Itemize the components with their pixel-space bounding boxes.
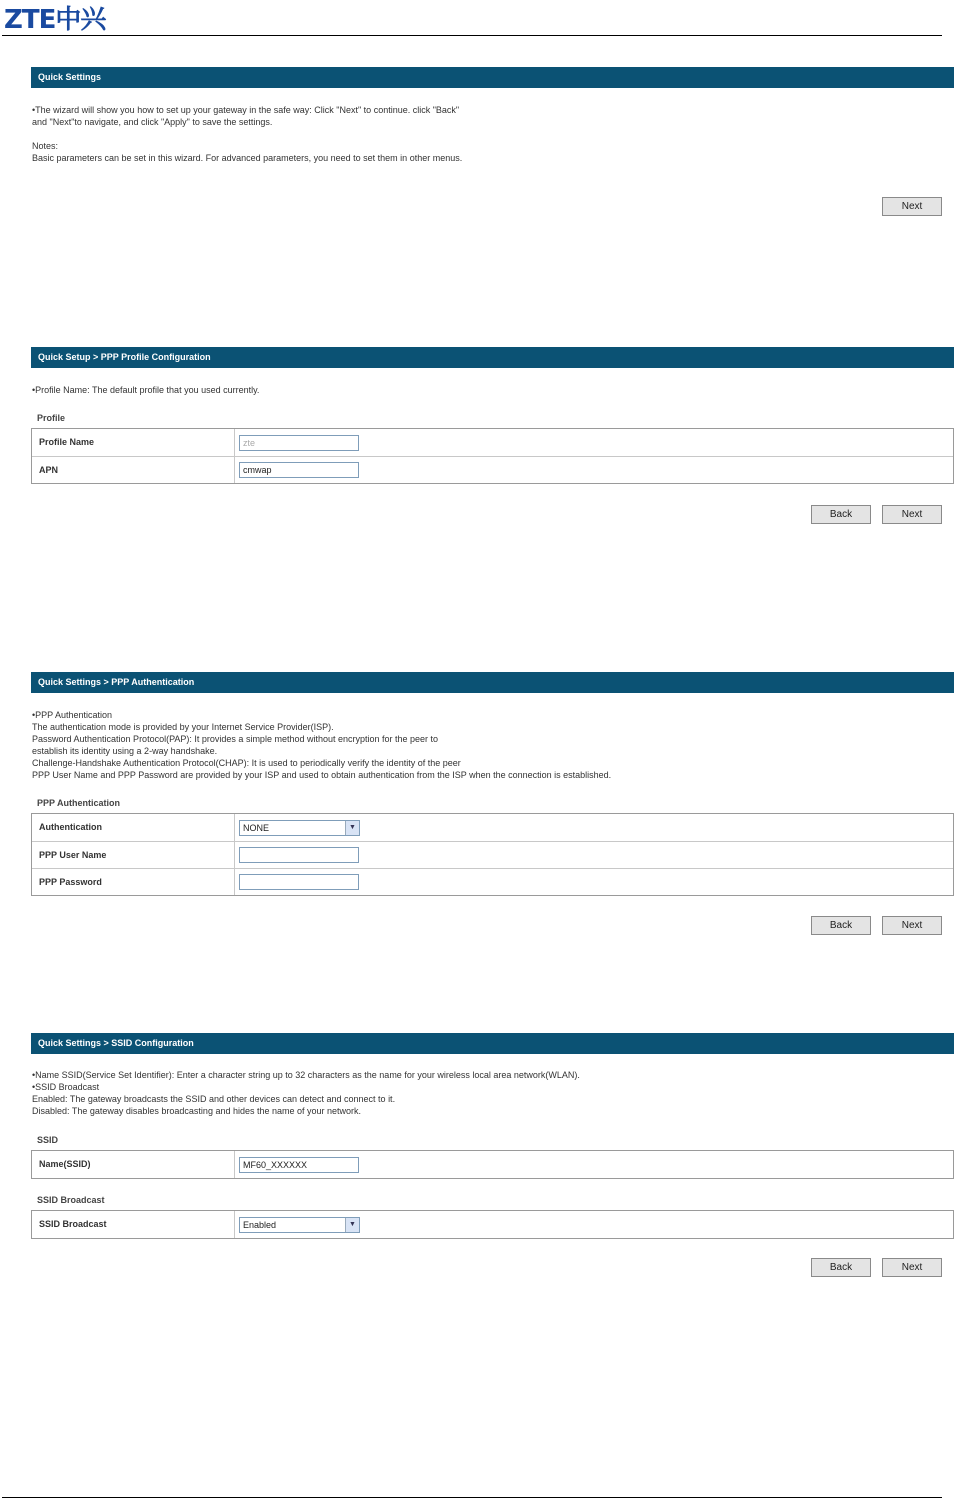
back-button[interactable]: Back	[811, 505, 871, 524]
back-button[interactable]: Back	[811, 916, 871, 935]
apn-label: APN	[32, 457, 235, 483]
header-divider	[2, 35, 942, 36]
profile-table	[31, 428, 954, 484]
ppp-profile-description	[32, 384, 259, 396]
ppp-password-label: PPP Password	[32, 869, 235, 895]
next-button[interactable]: Next	[882, 197, 942, 216]
footer-divider	[2, 1497, 942, 1498]
ssid-broadcast-subheading: SSID Broadcast	[37, 1195, 105, 1205]
ppp-user-name-label: PPP User Name	[32, 842, 235, 868]
ssid-configuration-description	[32, 1069, 580, 1117]
ppp-authentication-subheading: PPP Authentication	[37, 798, 121, 808]
description-line: establish its identity using a 2-way handshake.	[32, 746, 218, 756]
profile-name-input: zte	[239, 435, 359, 451]
description-line: •The wizard will show you how to set up your gateway in the safe way: Click "Next" to continue. click "Back"	[32, 105, 460, 115]
description-line: •PPP Authentication	[32, 710, 113, 720]
profile-name-row	[32, 429, 953, 456]
description-line: and "Next"to navigate, and click "Apply" to save the settings.	[32, 117, 273, 127]
ppp-authentication-table	[31, 813, 954, 896]
ssid-broadcast-label: SSID Broadcast	[32, 1211, 235, 1238]
ssid-name-input[interactable]: MF60_XXXXXX	[239, 1157, 359, 1173]
back-button[interactable]: Back	[811, 1258, 871, 1277]
profile-subheading: Profile	[37, 413, 66, 423]
ssid-configuration-title-bar: Quick Settings > SSID Configuration	[31, 1033, 954, 1054]
ssid-name-row	[32, 1151, 953, 1178]
apn-row	[32, 456, 953, 483]
description-line: The authentication mode is provided by your Internet Service Provider(ISP).	[32, 722, 334, 732]
description-line: Notes:	[32, 141, 59, 151]
ssid-broadcast-table	[31, 1210, 954, 1239]
description-line: Enabled: The gateway broadcasts the SSID and other devices can detect and connect to it.	[32, 1094, 396, 1104]
ppp-user-name-input[interactable]	[239, 847, 359, 863]
ppp-password-row	[32, 868, 953, 895]
next-button[interactable]: Next	[882, 505, 942, 524]
ssid-broadcast-select[interactable]	[239, 1217, 360, 1233]
description-line: Disabled: The gateway disables broadcasting and hides the name of your network.	[32, 1106, 362, 1116]
quick-settings-title-bar: Quick Settings	[31, 67, 954, 88]
profile-name-label: Profile Name	[32, 429, 235, 456]
ssid-table	[31, 1150, 954, 1179]
description-line: •Name SSID(Service Set Identifier): Enter a character string up to 32 characters as the name for your wireless local area network(WLAN).	[32, 1070, 580, 1080]
authentication-select-value: NONE	[243, 822, 270, 833]
next-button[interactable]: Next	[882, 1258, 942, 1277]
chevron-down-icon[interactable]: ▼	[345, 821, 359, 835]
apn-input[interactable]: cmwap	[239, 462, 359, 478]
description-line: •Profile Name: The default profile that you used currently.	[32, 385, 260, 395]
ppp-profile-title-bar: Quick Setup > PPP Profile Configuration	[31, 347, 954, 368]
authentication-row	[32, 814, 953, 841]
ssid-broadcast-select-value: Enabled	[243, 1219, 277, 1230]
authentication-label: Authentication	[32, 814, 235, 841]
ssid-name-label: Name(SSID)	[32, 1151, 235, 1178]
chevron-down-icon[interactable]: ▼	[345, 1218, 359, 1232]
zte-logo: ZTE中兴	[4, 5, 106, 35]
quick-settings-description	[32, 104, 462, 164]
ppp-user-name-row	[32, 841, 953, 868]
description-line: Basic parameters can be set in this wizard. For advanced parameters, you need to set them in other menus.	[32, 153, 463, 163]
ssid-subheading: SSID	[37, 1135, 59, 1145]
authentication-select[interactable]	[239, 820, 360, 836]
next-button[interactable]: Next	[882, 916, 942, 935]
ppp-authentication-title-bar: Quick Settings > PPP Authentication	[31, 672, 954, 693]
description-line: Challenge-Handshake Authentication Protocol(CHAP): It is used to periodically verify the identity of the peer	[32, 758, 461, 768]
ssid-broadcast-row	[32, 1211, 953, 1238]
description-line: •SSID Broadcast	[32, 1082, 100, 1092]
ppp-authentication-description	[32, 709, 611, 781]
description-line: Password Authentication Protocol(PAP): It provides a simple method without encryption for the peer to	[32, 734, 439, 744]
description-line	[32, 128, 462, 140]
description-line: PPP User Name and PPP Password are provided by your ISP and used to obtain authentication from the ISP when the connection is established.	[32, 770, 612, 780]
ppp-password-input[interactable]	[239, 874, 359, 890]
